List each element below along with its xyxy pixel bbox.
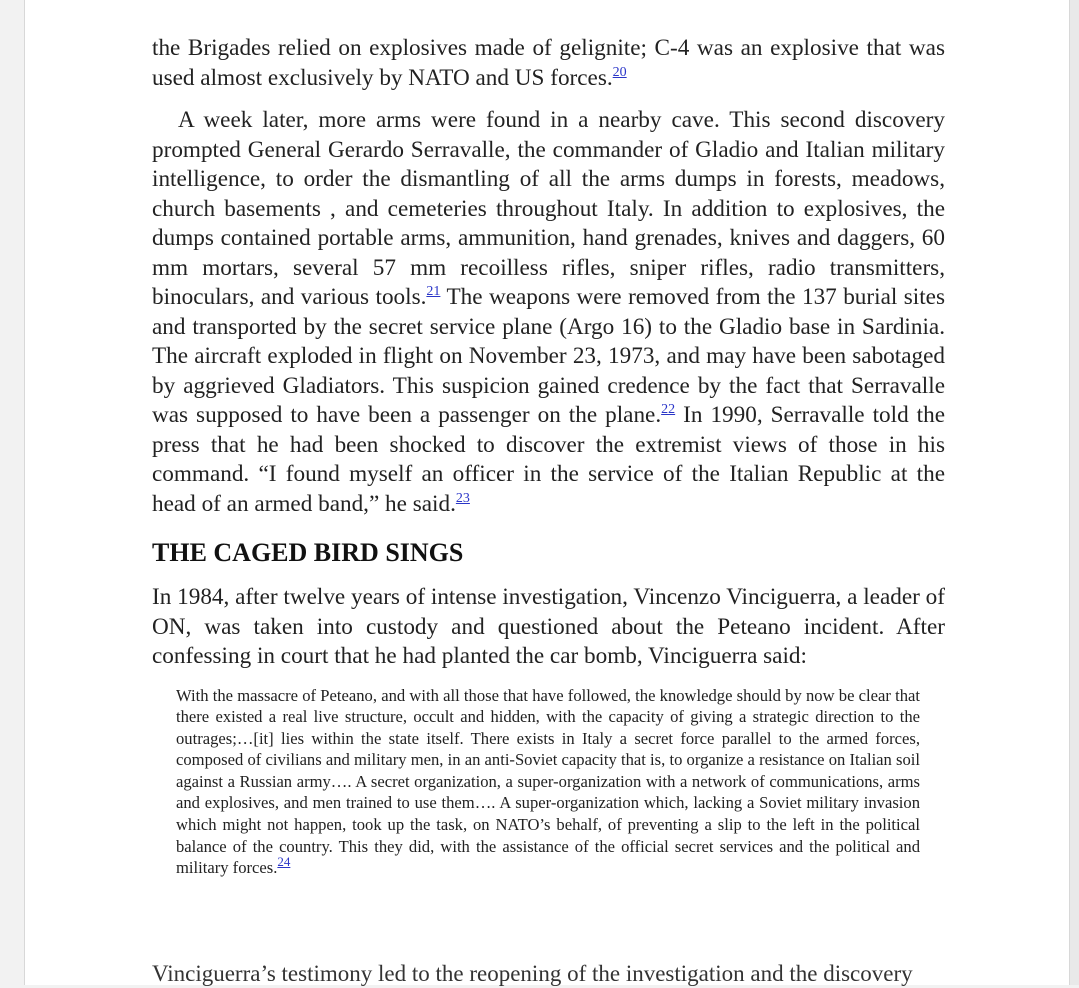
footnote-link-22[interactable]: 22	[661, 402, 676, 417]
footnote-ref-22	[661, 402, 675, 417]
paragraph-2-text-a: A week later, more arms were found in a nearby cave. This second discovery prompted General Gerardo Serravalle, the commander of Gladio and Italian military intelligence, to order the dismantling of all the arms dumps in forests, meadows, church basements , and cemeteries throughout Italy. In addition to explosives, the dumps contained portable arms, ammunition, hand grenades, knives and daggers, 60 mm mortars, several 57 mm recoilless rifles, sniper rifles, radio transmitters, binoculars, and various tools.	[152, 107, 945, 310]
footnote-link-24[interactable]: 24	[277, 854, 291, 870]
paragraph-2	[152, 106, 945, 519]
block-quote-text: With the massacre of Peteano, and with all those that have followed, the knowledge should by now be clear that there existed a real live structure, occult and hidden, with the capacity of giving a strategic direction to the outrages;…[it] lies within the state itself. There exists in Italy a secret force parallel to the armed forces, composed of civilians and military men, in an anti-Soviet capacity that is, to organize a resistance on Italian soil against a Russian army…. A secret organization, a super-organization with a network of communications, arms and explosives, and men trained to use them…. A super-organization which, lacking a Soviet military invasion which might not happen, took up the task, on NATO’s behalf, of preventing a slip to the left in the political balance of the country. This they did, with the assistance of the official secret services and the political and military forces.	[176, 685, 920, 878]
next-line-partial	[152, 961, 945, 988]
text-column	[152, 34, 945, 879]
paragraph-1-text: the Brigades relied on explosives made of gelignite; C-4 was an explosive that was used almost exclusively by NATO and US forces.	[152, 35, 945, 91]
footnote-link-21[interactable]: 21	[426, 284, 441, 299]
block-quote	[176, 685, 920, 879]
next-line-text: Vinciguerra’s testimony led to the reopening of the investigation and the discovery	[152, 961, 913, 986]
footnote-link-20[interactable]: 20	[612, 64, 627, 80]
paragraph-1	[152, 34, 945, 93]
document-page	[24, 0, 1070, 985]
viewer-right-edge	[1070, 0, 1079, 985]
footnote-ref-24	[277, 854, 290, 869]
footnote-ref-23	[456, 491, 470, 506]
section-heading: THE CAGED BIRD SINGS	[152, 538, 464, 567]
footnote-ref-21	[426, 284, 440, 299]
paragraph-2-text-c: In 1990, Serravalle told the press that he had been shocked to discover the extremist views of those in his command. “I found myself an officer in the service of the Italian Republic at the head of an armed band,” he said.	[152, 402, 945, 517]
paragraph-2-text-b: The weapons were removed from the 137 burial sites and transported by the secret service plane (Argo 16) to the Gladio base in Sardinia. The aircraft exploded in flight on November 23, 1973, and may have been sabotaged by aggrieved Gladiators. This suspicion gained credence by the fact that Serravalle was supposed to have been a passenger on the plane.	[152, 284, 945, 428]
footnote-link-23[interactable]: 23	[455, 490, 470, 506]
footnote-ref-20	[613, 65, 627, 80]
paragraph-3: In 1984, after twelve years of intense investigation, Vincenzo Vinciguerra, a leader of ON, was taken into custody and questioned about the Peteano incident. After confessing in court that he had planted the car bomb, Vinciguerra said:	[152, 584, 945, 669]
